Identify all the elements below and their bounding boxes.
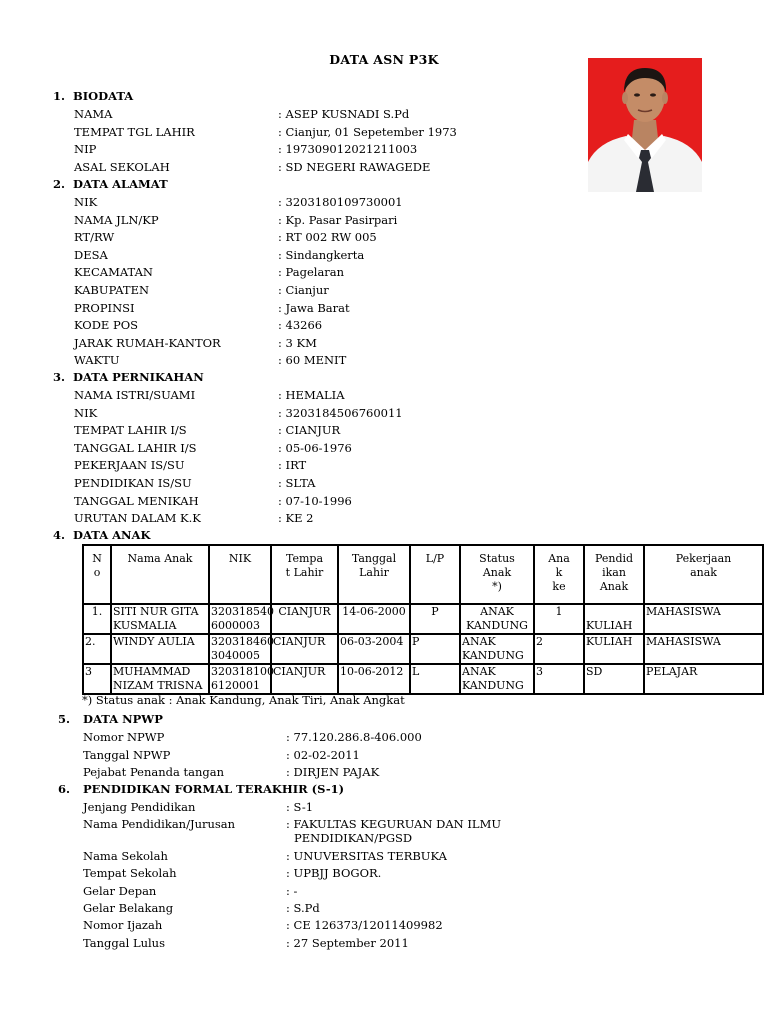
table-cell: MAHASISWA [644, 634, 763, 664]
anak-table-header-cell: N o [83, 545, 111, 604]
section-anak-heading: 4. DATA ANAK [53, 528, 151, 542]
table-cell: 320318540 6000003 [211, 605, 274, 632]
npwp-value: : 02-02-2011 [286, 747, 360, 762]
alamat-label: PROPINSI [74, 300, 135, 315]
status-anak-note: *) Status anak : Anak Kandung, Anak Tiri, Anak Angkat [82, 693, 405, 707]
table-cell: 2 [534, 634, 584, 664]
table-cell: 1 [534, 604, 584, 634]
pernikahan-value: : IRT [278, 458, 307, 473]
table-cell: P [410, 634, 460, 664]
pernikahan-value: : 3203184506760011 [278, 405, 403, 420]
table-cell: KULIAH [584, 604, 644, 634]
alamat-value: : Pagelaran [278, 265, 345, 280]
table-cell: MUHAMMAD NIZAM TRISNA [111, 664, 209, 694]
anak-table-header-cell: Pekerjaan anak [644, 545, 763, 604]
pendidikan-value: : 27 September 2011 [286, 935, 409, 950]
table-cell: 14-06-2000 [338, 604, 410, 634]
pendidikan-label: Nama Sekolah [83, 848, 168, 863]
table-cell: CIANJUR [271, 634, 338, 664]
pernikahan-value: : SLTA [278, 476, 316, 490]
document-title: DATA ASN P3K [329, 52, 439, 67]
pernikahan-value: : 07-10-1996 [278, 493, 352, 508]
biodata-label: NIP [74, 142, 97, 157]
alamat-value: : RT 002 RW 005 [278, 230, 377, 245]
table-cell: SITI NUR GITA KUSMALIA [111, 604, 209, 634]
pernikahan-label: TANGGAL LAHIR I/S [74, 440, 197, 455]
pendidikan-label: Tempat Sekolah [83, 866, 177, 881]
alamat-label: KODE POS [74, 318, 139, 333]
npwp-label: Pejabat Penanda tangan [83, 765, 225, 780]
table-cell: 320318100 6120001 [211, 665, 274, 692]
anak-table-header-row [83, 545, 763, 604]
section-biodata-heading: 1. BIODATA [53, 89, 134, 103]
pendidikan-label: Nama Pendidikan/Jurusan [83, 817, 236, 832]
table-cell: 06-03-2004 [338, 634, 410, 664]
table-cell: 320318460 3040005 [211, 635, 274, 662]
pendidikan-value: : S.Pd [286, 901, 320, 915]
pernikahan-label: TANGGAL MENIKAH [74, 493, 199, 508]
pendidikan-value: : S-1 [286, 800, 314, 814]
anak-table-header-cell: Tanggal Lahir [338, 545, 410, 604]
table-cell: WINDY AULIA [111, 634, 209, 664]
alamat-label: DESA [74, 247, 108, 262]
biodata-label: ASAL SEKOLAH [74, 159, 170, 174]
table-cell: 2. [83, 634, 111, 664]
pernikahan-value: : 05-06-1976 [278, 440, 352, 455]
anak-table-header-cell: Tempa t Lahir [271, 545, 338, 604]
pendidikan-value: : UPBJJ BOGOR. [286, 866, 382, 881]
biodata-value: : 197309012021211003 [278, 142, 418, 157]
anak-table-header-cell: Nama Anak [111, 545, 209, 604]
pendidikan-label: Nomor Ijazah [83, 918, 163, 933]
pernikahan-label: PEKERJAAN IS/SU [74, 458, 185, 473]
pernikahan-value: : HEMALIA [278, 388, 345, 402]
table-cell: 3 [83, 664, 111, 694]
npwp-value: : DIRJEN PAJAK [286, 765, 380, 780]
alamat-value: : 43266 [278, 318, 323, 333]
alamat-label: WAKTU [74, 353, 120, 368]
anak-table-header-cell: Pendid ikan Anak [584, 545, 644, 604]
pendidikan-value: : FAKULTAS KEGURUAN DAN ILMU [286, 817, 502, 832]
alamat-value: : 3203180109730001 [278, 195, 403, 209]
alamat-label: NIK [74, 195, 98, 209]
table-cell: PELAJAR [644, 664, 763, 694]
npwp-value: : 77.120.286.8-406.000 [286, 730, 422, 744]
alamat-value: : Sindangkerta [278, 247, 365, 262]
anak-table-header-cell: NIK [209, 545, 271, 604]
biodata-label: NAMA [74, 107, 113, 121]
table-cell: SD [584, 664, 644, 694]
alamat-value: : Jawa Barat [278, 300, 350, 315]
pendidikan-label: Jenjang Pendidikan [83, 800, 196, 814]
pendidikan-label: Gelar Belakang [83, 901, 174, 915]
alamat-value: : 3 KM [278, 335, 317, 350]
anak-table-header-cell: Status Anak *) [460, 545, 534, 604]
table-cell: 10-06-2012 [338, 664, 410, 694]
anak-table-header-cell: L/P [410, 545, 460, 604]
pernikahan-label: PENDIDIKAN IS/SU [74, 476, 192, 490]
table-row [83, 604, 763, 634]
table-cell: P [410, 604, 460, 634]
pernikahan-label: NAMA ISTRI/SUAMI [74, 388, 196, 402]
npwp-label: Tanggal NPWP [83, 747, 171, 762]
pendidikan-value-continued: PENDIDIKAN/PGSD [294, 831, 413, 846]
alamat-label: JARAK RUMAH-KANTOR [74, 335, 221, 350]
table-cell: ANAK KANDUNG [460, 634, 534, 664]
pendidikan-value: : CE 126373/12011409982 [286, 918, 443, 933]
table-cell: KULIAH [584, 634, 644, 664]
pernikahan-label: TEMPAT LAHIR I/S [74, 423, 187, 438]
alamat-value: : 60 MENIT [278, 353, 347, 368]
table-row [83, 664, 763, 694]
table-cell: L [410, 664, 460, 694]
alamat-value: : Cianjur [278, 283, 329, 297]
pernikahan-value: : KE 2 [278, 511, 314, 526]
profile-photo [588, 58, 702, 192]
section-pernikahan-heading: 3. DATA PERNIKAHAN [53, 370, 204, 384]
table-cell: 3 [534, 664, 584, 694]
biodata-value: : SD NEGERI RAWAGEDE [278, 159, 431, 174]
table-row [83, 634, 763, 664]
anak-table-header-cell: Ana k ke [534, 545, 584, 604]
biodata-value: : ASEP KUSNADI S.Pd [278, 107, 410, 121]
alamat-label: RT/RW [74, 230, 115, 245]
section-npwp-heading: 5. DATA NPWP [58, 712, 163, 726]
alamat-value: : Kp. Pasar Pasirpari [278, 212, 398, 227]
table-cell: CIANJUR [271, 604, 338, 634]
anak-table [82, 544, 764, 695]
pendidikan-value: : - [286, 883, 298, 898]
alamat-label: NAMA JLN/KP [74, 212, 159, 227]
biodata-value: : Cianjur, 01 Sepetember 1973 [278, 124, 457, 139]
biodata-label: TEMPAT TGL LAHIR [74, 124, 195, 139]
table-cell: ANAK KANDUNG [460, 604, 534, 634]
pendidikan-value: : UNUVERSITAS TERBUKA [286, 848, 447, 863]
alamat-label: KABUPATEN [74, 283, 150, 297]
table-cell: CIANJUR [271, 664, 338, 694]
pernikahan-label: URUTAN DALAM K.K [74, 511, 201, 526]
pendidikan-label: Gelar Depan [83, 883, 157, 898]
section-pendidikan-heading: 6. PENDIDIKAN FORMAL TERAKHIR (S-1) [58, 782, 345, 796]
pernikahan-value: : CIANJUR [278, 423, 341, 438]
person-photo-illustration [588, 58, 702, 192]
table-cell: ANAK KANDUNG [460, 664, 534, 694]
pernikahan-label: NIK [74, 405, 98, 420]
alamat-label: KECAMATAN [74, 265, 153, 280]
table-cell: 1. [83, 604, 111, 634]
pendidikan-label: Tanggal Lulus [83, 935, 165, 950]
section-alamat-heading: 2. DATA ALAMAT [53, 177, 168, 191]
table-cell: MAHASISWA [644, 604, 763, 634]
npwp-label: Nomor NPWP [83, 730, 165, 744]
